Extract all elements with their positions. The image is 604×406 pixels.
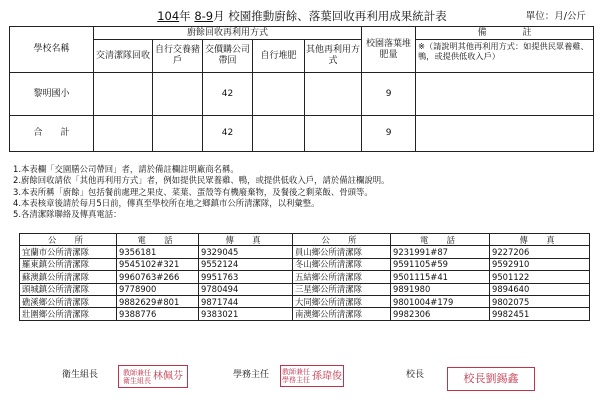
stamp-name: 林佩芬 — [153, 371, 183, 382]
fax: 9982451 — [490, 308, 590, 320]
total-self-compost — [253, 116, 305, 152]
total-remarks — [416, 116, 594, 152]
table-row — [20, 271, 590, 283]
hygiene-leader-stamp — [118, 365, 188, 388]
stamp-title: 衛生組長 — [123, 376, 151, 385]
school-name: 黎明國小 — [10, 73, 94, 116]
total-catering-company: 42 — [203, 116, 253, 152]
fax: 9329045 — [199, 246, 293, 258]
header-office: 公 所 — [20, 234, 117, 246]
fax: 9802075 — [490, 295, 590, 307]
phone: 9778900 — [117, 283, 199, 295]
header-fax: 傳 真 — [490, 234, 590, 246]
stamp-name: 孫瑋俊 — [312, 370, 342, 382]
table-row — [10, 73, 594, 116]
year-suffix: 年 — [179, 9, 191, 23]
table-row — [20, 308, 590, 320]
leaves-header: 校園落葉堆肥量 — [362, 27, 416, 73]
table-row — [20, 246, 590, 258]
fax: 9951763 — [199, 271, 293, 283]
fax: 9780494 — [199, 283, 293, 295]
title-text: 校園推動廚餘、落葉回收再利用成果統計表 — [228, 9, 447, 23]
header-fax: 傳 真 — [199, 234, 293, 246]
academic-director-stamp — [280, 365, 344, 387]
office-name: 壯圍鄉公所清潔隊 — [20, 308, 117, 320]
header-phone: 電 話 — [391, 234, 490, 246]
fax: 9552124 — [199, 258, 293, 270]
cell-other-reuse — [305, 73, 362, 116]
total-other-reuse — [305, 116, 362, 152]
phone: 9545102#321 — [117, 258, 199, 270]
report-months: 8-9 — [194, 9, 214, 23]
table-row — [20, 283, 590, 295]
fax: 9501122 — [490, 271, 590, 283]
col-cleaning-team: 交清潔隊回收 — [94, 40, 153, 73]
notes-list — [13, 164, 598, 220]
cell-catering-company: 42 — [203, 73, 253, 116]
stamp-title: 學務主任 — [282, 376, 310, 384]
stamp-title: 教師兼任 — [123, 368, 151, 377]
cell-pig-farmer — [153, 73, 203, 116]
phone: 9591105#59 — [391, 258, 490, 270]
note-item: 5.各清潔隊聯絡及傳真電話： — [13, 209, 122, 220]
office-name: 礁溪鄉公所清潔隊 — [20, 295, 117, 307]
phone: 9501115#41 — [391, 271, 490, 283]
academic-director-label: 學務主任 — [233, 370, 270, 380]
report-year: 104 — [157, 9, 180, 23]
col-catering-company: 交價購公司帶回 — [203, 40, 253, 73]
office-name: 大同鄉公所清潔隊 — [293, 295, 391, 307]
fax: 9383021 — [199, 308, 293, 320]
office-name: 三星鄉公所清潔隊 — [293, 283, 391, 295]
office-name: 羅東鎮公所清潔隊 — [20, 258, 117, 270]
phone: 9982306 — [391, 308, 490, 320]
office-name: 員山鄉公所清潔隊 — [293, 246, 391, 258]
total-row — [10, 116, 594, 152]
col-other-reuse: 其他再利用方式 — [305, 40, 362, 73]
fax: 9227206 — [490, 246, 590, 258]
table-row — [20, 295, 590, 307]
contacts-table — [19, 233, 590, 321]
office-name: 宜蘭市公所清潔隊 — [20, 246, 117, 258]
office-name: 五結鄉公所清潔隊 — [293, 271, 391, 283]
col-self-compost: 自行堆肥 — [253, 40, 305, 73]
hygiene-leader-label: 衛生組長 — [62, 370, 99, 380]
fax: 9592910 — [490, 258, 590, 270]
phone: 9356181 — [117, 246, 199, 258]
cell-leaves: 9 — [362, 73, 416, 116]
statistics-table — [9, 26, 594, 152]
total-leaves: 9 — [362, 116, 416, 152]
report-title — [0, 9, 604, 23]
cell-cleaning-team — [94, 73, 153, 116]
phone: 9801004#179 — [391, 295, 490, 307]
office-name: 蘇澳鎮公所清潔隊 — [20, 271, 117, 283]
phone: 9891980 — [391, 283, 490, 295]
phone: 9882629#801 — [117, 295, 199, 307]
fax: 9871744 — [199, 295, 293, 307]
stamp-title: 教師兼任 — [282, 368, 310, 376]
food-waste-group-header: 廚餘回收再利用方式 — [94, 27, 362, 40]
month-suffix: 月 — [213, 9, 225, 23]
office-name: 南澳鄉公所清潔隊 — [293, 308, 391, 320]
cell-remarks — [416, 73, 594, 116]
cell-self-compost — [253, 73, 305, 116]
fax: 9894640 — [490, 283, 590, 295]
remarks-note: ※（請說明其他再利用方式：如提供民眾養雞、鴨，或提供低收入戶） — [416, 40, 594, 73]
phone: 9388776 — [117, 308, 199, 320]
school-name-header: 學校名稱 — [10, 27, 94, 73]
note-item: 3.本表所稱「廚餘」包括餐前處理之果皮、菜葉、蛋殼等有機廢棄物，及餐後之剩菜飯、骨頭等。 — [13, 186, 373, 197]
unit-label: 單位：月/公斤 — [525, 11, 586, 22]
table-row — [20, 258, 590, 270]
total-cleaning-team — [94, 116, 153, 152]
total-label: 合 計 — [10, 116, 94, 152]
note-item: 4.本表核章後請於每月5日前，傳真至學校所在地之鄉鎮市公所清潔隊，以利彙整。 — [13, 197, 320, 208]
note-item: 2.廚餘回收請依「其他再利用方式」者，例如提供民眾養雞、鴨，或提供低收入戶，請於備註欄說明。 — [13, 175, 390, 186]
principal-stamp: 校長劉錫鑫 — [447, 367, 535, 391]
remarks-header: 備 註 — [416, 27, 594, 40]
office-name: 冬山鄉公所清潔隊 — [293, 258, 391, 270]
col-pig-farmer: 自行交養豬戶 — [153, 40, 203, 73]
header-office: 公 所 — [293, 234, 391, 246]
principal-label: 校長 — [406, 370, 425, 380]
total-pig-farmer — [153, 116, 203, 152]
header-phone: 電 話 — [117, 234, 199, 246]
phone: 9960763#266 — [117, 271, 199, 283]
note-item: 1.本表欄「交園膳公司帶回」者，請於備註欄註明廠商名稱。 — [13, 164, 239, 174]
phone: 9231991#87 — [391, 246, 490, 258]
office-name: 頭城鎮公所清潔隊 — [20, 283, 117, 295]
contacts-header-row — [20, 234, 590, 246]
